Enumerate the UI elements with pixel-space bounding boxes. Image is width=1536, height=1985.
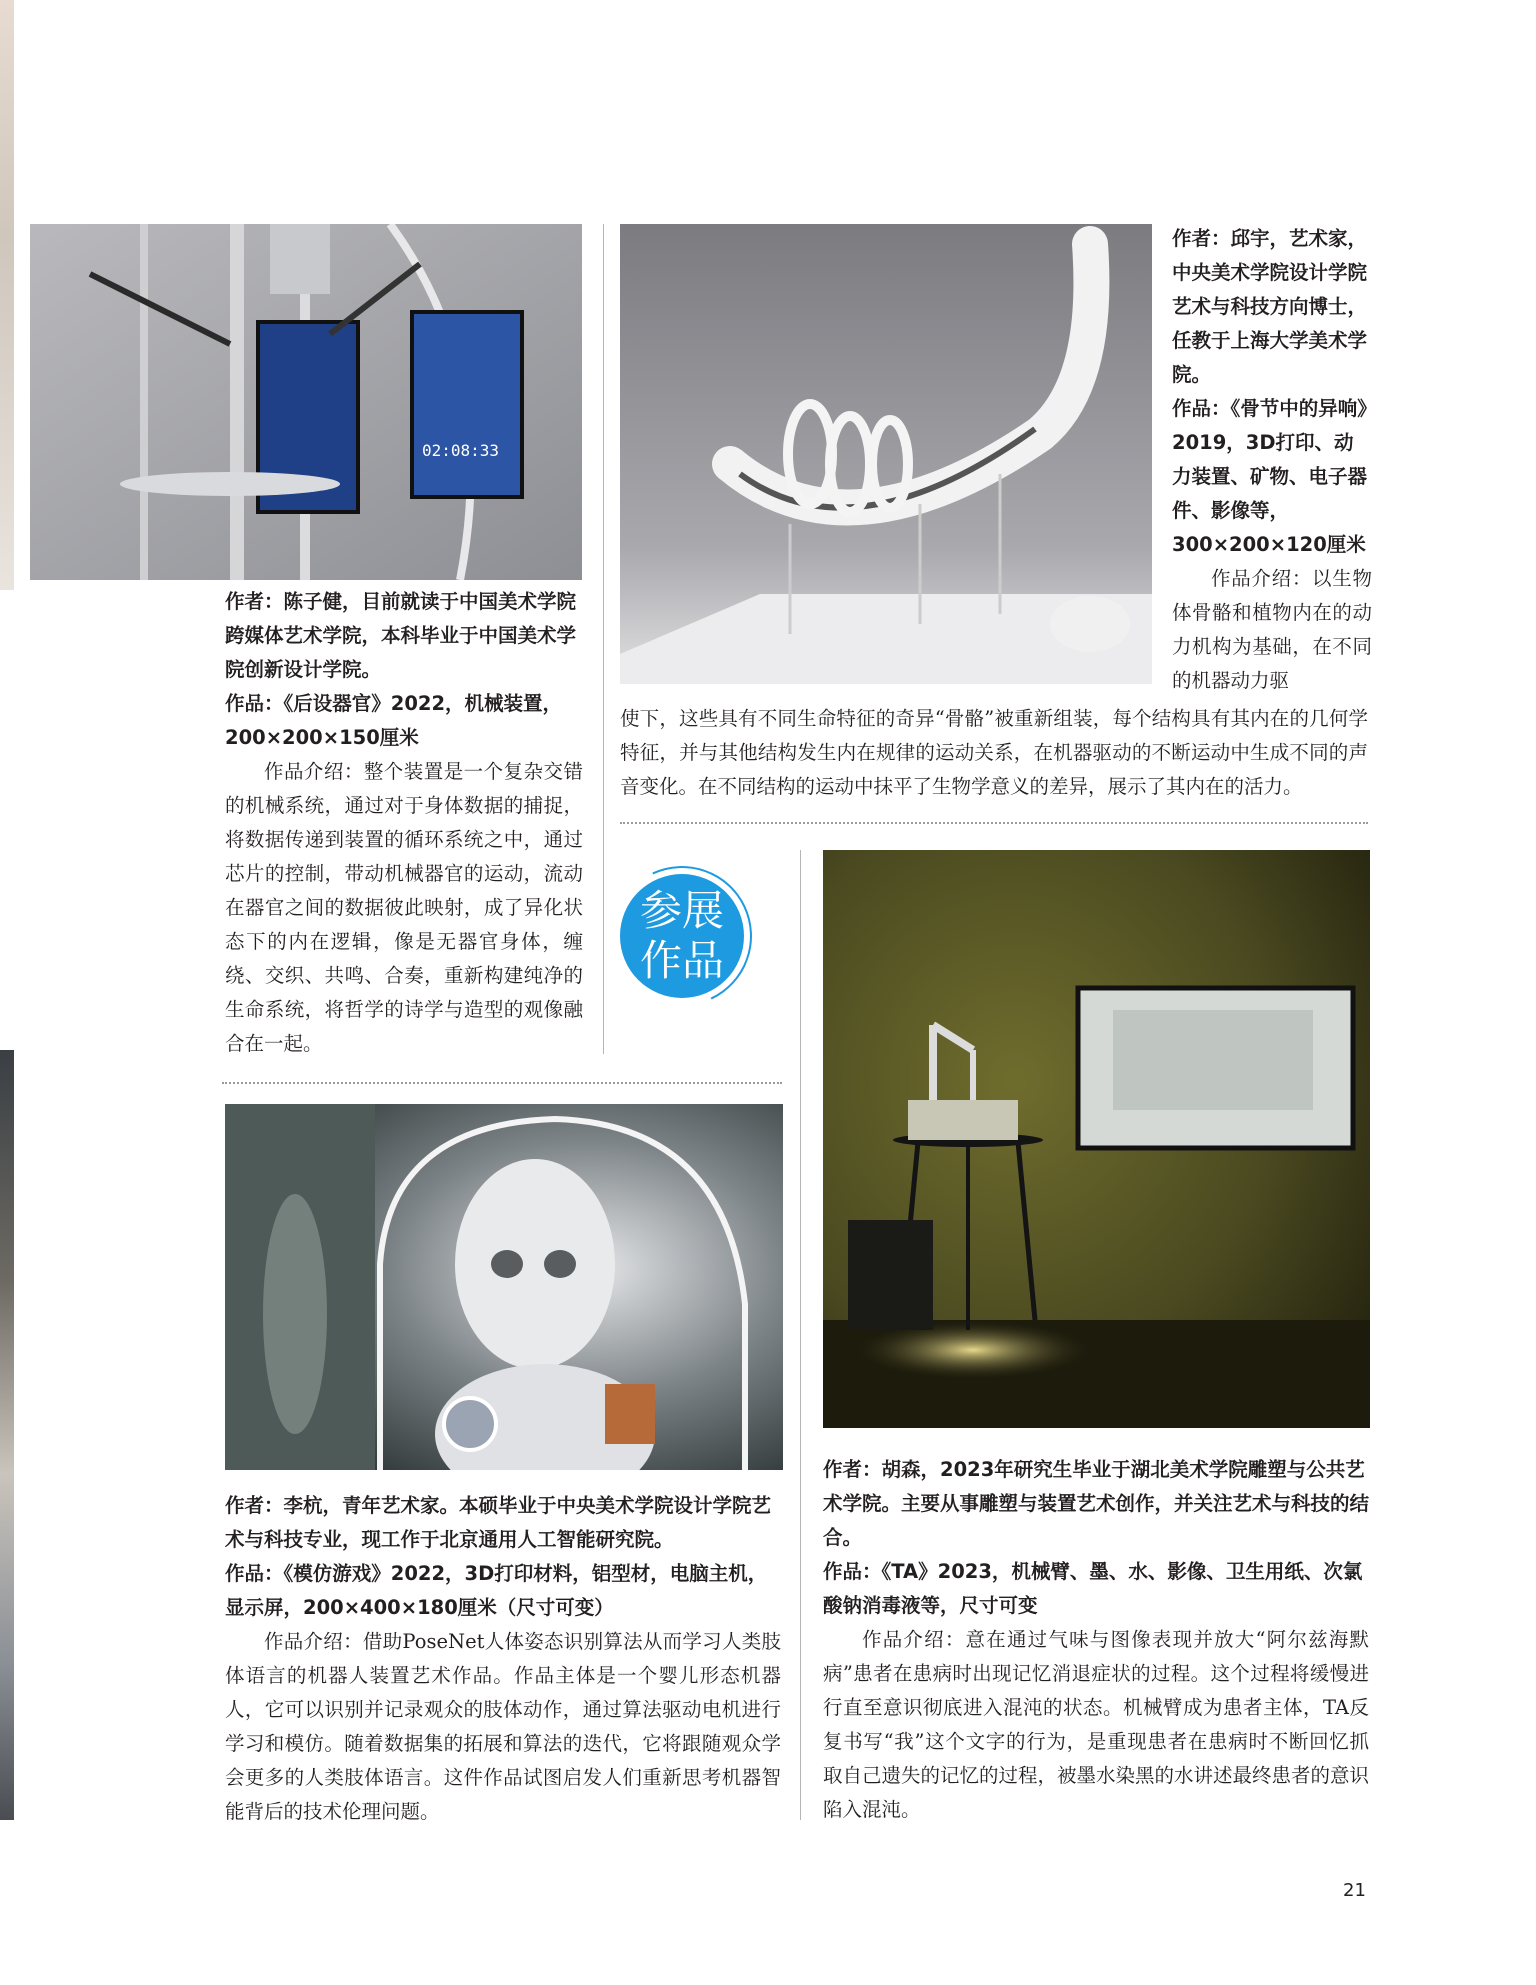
- work2-author: 作者：邱宇，艺术家，中央美术学院设计学院艺术与科技方向博士，任教于上海大学美术学院。: [1172, 227, 1368, 386]
- page-number: 21: [1343, 1880, 1366, 1901]
- work3-text: [225, 1489, 781, 1829]
- work1-author: 作者：陈子健，目前就读于中国美术学院跨媒体艺术学院，本科毕业于中国美术学院创新设计学院。: [225, 590, 577, 681]
- work2-intro-top: 作品介绍：以生物体骨骼和植物内在的动力机构为基础，在不同的机器动力驱: [1172, 567, 1372, 692]
- work4-text: [823, 1453, 1369, 1827]
- work1-title: 作品：《后设器官》2022，机械装置，200×200×150厘米: [225, 692, 563, 749]
- work2-side-text: [1172, 222, 1372, 698]
- column-divider-top: [603, 224, 604, 1054]
- work3-photo: [225, 1104, 783, 1470]
- column-divider-bottom: [800, 850, 801, 1820]
- exhibit-badge: [620, 874, 744, 998]
- left-page-edge-lower: [0, 1050, 14, 1820]
- work3-author: 作者：李杭，青年艺术家。本硕毕业于中央美术学院设计学院艺术与科技专业，现工作于北京通用人工智能研究院。: [225, 1494, 772, 1551]
- badge-line1: 参展: [639, 886, 724, 935]
- work1-photo: [30, 224, 582, 580]
- work4-author: 作者：胡森，2023年研究生毕业于湖北美术学院雕塑与公共艺术学院。主要从事雕塑与装置艺术创作，并关注艺术与科技的结合。: [823, 1458, 1370, 1549]
- left-page-edge: [0, 0, 14, 590]
- work4-photo: [823, 850, 1370, 1428]
- divider-work1: [222, 1082, 782, 1084]
- work4-title: 作品：《TA》2023，机械臂、墨、水、影像、卫生用纸、次氯酸钠消毒液等，尺寸可变: [823, 1560, 1363, 1617]
- work3-title: 作品：《模仿游戏》2022，3D打印材料，铝型材，电脑主机，显示屏，200×400×180厘米（尺寸可变）: [225, 1562, 768, 1619]
- work1-text: [225, 585, 583, 1061]
- badge-line2: 作品: [639, 936, 724, 985]
- work1-screen-clock: 02:08:33: [422, 441, 500, 460]
- work1-intro: 作品介绍：整个装置是一个复杂交错的机械系统，通过对于身体数据的捕捉，将数据传递到装置的循环系统之中，通过芯片的控制，带动机械器官的运动，流动在器官之间的数据彼此映射，成了异化状态下的内在逻辑，像是无器官身体，缠绕、交织、共鸣、合奏，重新构建纯净的生命系统，将哲学的诗学与造型的观像融合在一起。: [225, 760, 583, 1055]
- work2-photo: [620, 224, 1152, 684]
- work2-intro-bottom: 使下，这些具有不同生命特征的奇异“骨骼”被重新组装，每个结构具有其内在的几何学特征，并与其他结构发生内在规律的运动关系，在机器驱动的不断运动中生成不同的声音变化。在不同结构的运动中抹平了生物学意义的差异，展示了其内在的活力。: [620, 707, 1368, 798]
- work2-title: 作品：《骨节中的异响》2019，3D打印、动力装置、矿物、电子器件、影像等，300×200×120厘米: [1172, 397, 1368, 556]
- work4-intro: 作品介绍：意在通过气味与图像表现并放大“阿尔兹海默病”患者在患病时出现记忆消退症状的过程。这个过程将缓慢进行直至意识彻底进入混沌的状态。机械臂成为患者主体，TA反复书写“我”这个文字的行为，是重现患者在患病时不断回忆抓取自己遗失的记忆的过程，被墨水染黑的水讲述最终患者的意识陷入混沌。: [823, 1628, 1370, 1821]
- divider-work2: [620, 822, 1368, 824]
- work3-intro: 作品介绍：借助PoseNet人体姿态识别算法从而学习人类肢体语言的机器人装置艺术作品。作品主体是一个婴儿形态机器人，它可以识别并记录观众的肢体动作，通过算法驱动电机进行学习和模仿。随着数据集的拓展和算法的迭代，它将跟随观众学会更多的人类肢体语言。这件作品试图启发人们重新思考机器智能背后的技术伦理问题。: [225, 1630, 781, 1823]
